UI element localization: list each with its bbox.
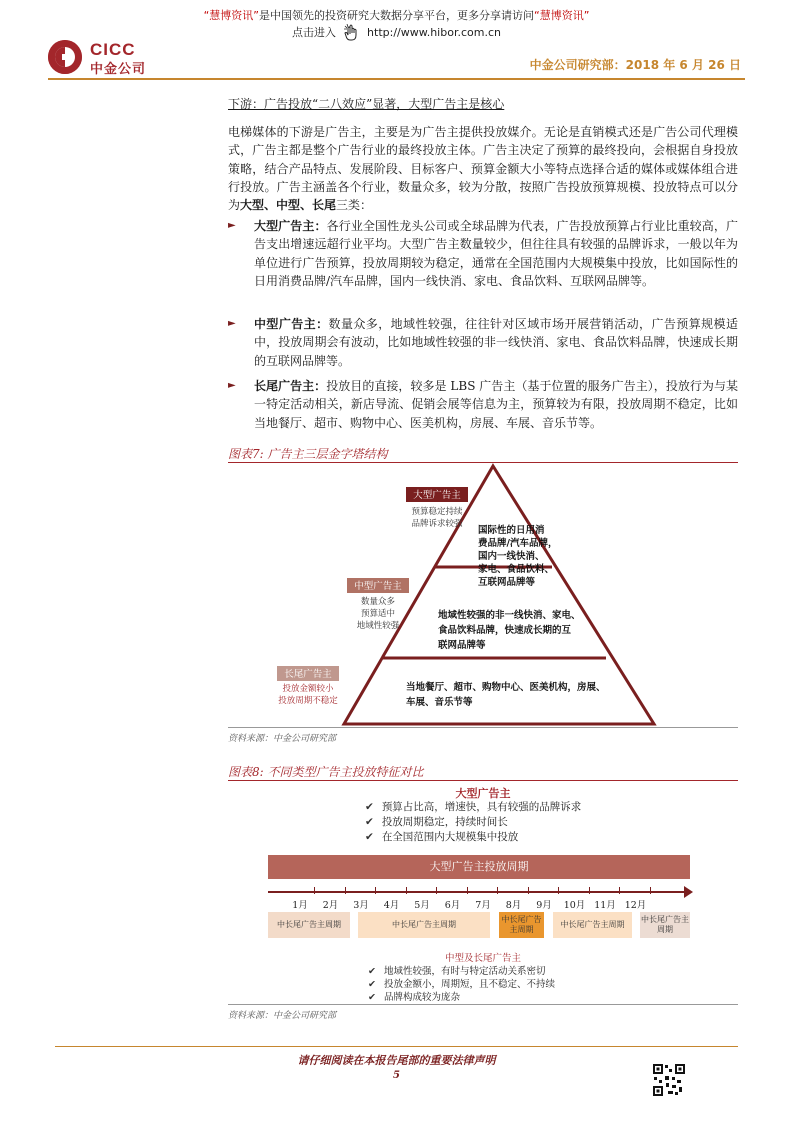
pyramid-top-content-3: 国内一线快消、: [478, 551, 545, 562]
page-number: 5: [393, 1070, 400, 1081]
axis-tick: [528, 887, 529, 894]
bullet-arrow-icon: ►: [228, 220, 236, 231]
banner-brand-2[interactable]: “慧博资讯”: [534, 9, 590, 22]
figure8-top-rule: [228, 780, 738, 781]
month-label: 5月: [414, 900, 430, 911]
axis-tick: [650, 887, 651, 894]
cicc-coin-icon: [48, 40, 82, 74]
pyramid-top-label: 大型广告主: [413, 490, 461, 501]
axis-tick: [619, 887, 620, 894]
axis-tick: [589, 887, 590, 894]
axis-tick: [497, 887, 498, 894]
mid-advertiser-points: [368, 965, 555, 1004]
cicc-logo-chinese: 中金公司: [90, 62, 147, 77]
large-point-1: ✔ 预算占比高，增速快，具有较强的品牌诉求: [365, 801, 582, 813]
month-label: 8月: [505, 900, 522, 911]
pyramid-mid-desc3: 地域性较强: [356, 621, 400, 631]
large-advertiser-heading: 大型广告主: [455, 787, 511, 800]
pyramid-top-content-2: 费品牌/汽车品牌，: [478, 538, 558, 549]
pyramid-bottom-content-2: 车展、音乐节等: [406, 697, 473, 708]
intro-bold: 大型、中型、长尾: [240, 198, 337, 213]
mid-point-1: ✔ 地域性较强，有时与特定活动关系密切: [368, 966, 546, 977]
axis-tick: [345, 887, 346, 894]
pyramid-top-desc1: 预算稳定持续: [411, 507, 463, 517]
axis-tick: [406, 887, 407, 894]
large-point-2: ✔ 投放周期稳定，持续时间长: [365, 816, 508, 828]
figure8-source: 资料来源：中金公司研究部: [228, 1011, 337, 1021]
pyramid-top-desc2: 品牌诉求较强: [411, 519, 463, 529]
axis-tick: [467, 887, 468, 894]
axis-arrow-icon: [684, 886, 693, 898]
click-enter-text: 点击进入: [292, 26, 337, 39]
period-segment: 中长尾广告主周期: [268, 912, 350, 938]
pyramid-mid-label: 中型广告主: [354, 581, 402, 592]
large-point-3: ✔ 在全国范围内大规模集中投放: [365, 831, 519, 843]
section-title: 下游：广告投放“二八效应”显著，大型广告主是核心: [228, 97, 505, 111]
pointer-hand-icon: [344, 24, 360, 42]
pyramid-bottom-label: 长尾广告主: [284, 669, 332, 680]
check-icon: ✔: [368, 992, 376, 1003]
bullet-large-advertiser: ► 大型广告主：各行业全国性龙头公司或全球品牌为代表，广告投放预算占行业比重较高，广告支出增速远超行业平均。大型广告主数量较少，但往往具有较强的品牌诉求，一般以年为单位进行广告预算，投放周期较为稳定，通常在全国范围内大规模集中投放，比如国际性的日用消费品牌/汽车品牌，国内一线快消、家电、食品饮料、互联网品牌等。: [228, 219, 738, 288]
banner-text: 是中国领先的投资研究大数据分享平台，更多分享请访问: [259, 9, 534, 22]
month-label: 3月: [353, 900, 369, 911]
footer-divider: [55, 1046, 738, 1047]
large-advertiser-points: [365, 800, 581, 845]
check-icon: ✔: [365, 816, 374, 828]
mid-point-2: ✔ 投放金额小，周期短，且不稳定、不持续: [368, 979, 555, 990]
pyramid-top-content-5: 互联网品牌等: [478, 577, 536, 588]
pyramid-bottom-content-1: 当地餐厅、超市、购物中心、医美机构，房展、: [406, 682, 606, 693]
check-icon: ✔: [368, 966, 376, 977]
bullet-longtail-advertiser: ► 长尾广告主：投放目的直接，较多是 LBS 广告主（基于位置的服务广告主），投放行为与某一特定活动相关，新店导流、促销会展等信息为主，预算较为有限，投放周期不稳定，比如当地餐厅、超市、购物中心、医美机构，房展、车展、音乐节等。: [228, 379, 738, 430]
month-label: 10月: [563, 900, 586, 911]
bullet-arrow-icon: ►: [228, 380, 236, 391]
figure7-source: 资料来源：中金公司研究部: [228, 734, 337, 744]
cicc-logo-mark: [48, 40, 82, 74]
banner-brand-1[interactable]: “慧博资讯”: [203, 9, 259, 22]
period-segment: 中长尾广告主周期: [553, 912, 632, 938]
figure8-caption: 图表8: 不同类型广告主投放特征对比: [228, 765, 424, 779]
check-icon: ✔: [368, 979, 376, 990]
cicc-logo-text: CICC: [90, 40, 136, 59]
pyramid-mid-desc2: 预算适中: [360, 609, 396, 619]
pyramid-bottom-desc2: 投放周期不稳定: [278, 696, 338, 706]
figure7-caption: 图表7: 广告主三层金字塔结构: [228, 447, 388, 461]
qr-code-icon: [652, 1063, 686, 1097]
period-segment: 中长尾广告主周期: [358, 912, 490, 938]
month-label: 6月: [444, 900, 461, 911]
pyramid-mid-content-2: 食品饮料品牌，快速成长期的互: [438, 625, 572, 636]
intro-paragraph: 电梯媒体的下游是广告主，主要是为广告主提供投放媒介。无论是直销模式还是广告公司代理模式，广告主都是整个广告行业的最终投放主体。广告主决定了预算的最终投向，会根据自身投放策略，结合产品特点、发展阶段、目标客户、预算金额大小等特点选择合适的媒体或媒体组合进行投放。广告主涵盖各个行业，数量众多，较为分散，按照广告投放预算规模、投放特点可以分为大型、中型、长尾三类：: [228, 125, 738, 213]
large-period-bar: 大型广告主投放周期: [268, 855, 690, 879]
figure7-bottom-rule: [228, 727, 738, 728]
pyramid-bottom-desc1: 投放金额较小: [282, 684, 334, 694]
header-divider: [48, 78, 745, 80]
month-label: 12月: [624, 900, 647, 911]
month-label: 11月: [594, 900, 616, 911]
pyramid-chart: [228, 462, 738, 730]
check-icon: ✔: [365, 831, 374, 843]
axis-tick: [375, 887, 376, 894]
axis-tick: [314, 887, 315, 894]
dept-date: 中金公司研究部：2018 年 6 月 26 日: [529, 58, 741, 72]
mid-point-3: ✔ 品牌构成较为庞杂: [368, 992, 460, 1003]
legal-notice[interactable]: 请仔细阅读在本报告尾部的重要法律声明: [297, 1054, 496, 1067]
mid-advertiser-heading: 中型及长尾广告主: [444, 953, 521, 964]
month-label: 1月: [292, 900, 308, 911]
bullet-arrow-icon: ►: [228, 318, 236, 329]
pyramid-top-content-4: 家电、食品饮料、: [478, 564, 555, 575]
axis-tick: [558, 887, 559, 894]
month-label: 2月: [322, 900, 339, 911]
bullet-mid-advertiser: ► 中型广告主：数量众多，地域性较强，往往针对区域市场开展营销活动，广告预算规模适中，投放周期会有波动，比如地域性较强的非一线快消、家电、食品饮料品牌，快速成长期的互联网品牌等。: [228, 317, 738, 368]
month-label: 7月: [475, 900, 491, 911]
month-label: 4月: [383, 900, 400, 911]
hibor-url-link[interactable]: http://www.hibor.com.cn: [367, 26, 501, 39]
pyramid-mid-content-1: 地域性较强的非一线快消、家电、: [438, 610, 581, 621]
check-icon: ✔: [365, 801, 374, 813]
top-banner: [0, 7, 793, 23]
pyramid-mid-content-3: 联网品牌等: [438, 640, 486, 651]
pyramid-top-content-1: 国际性的日用消: [478, 525, 545, 536]
period-segment: 中长尾广告主周期: [640, 912, 690, 938]
period-segment: 中长尾广告主周期: [499, 912, 544, 938]
pyramid-mid-desc1: 数量众多: [360, 597, 396, 607]
timeline-axis: [268, 891, 686, 893]
figure8-bottom-rule: [228, 1004, 738, 1005]
axis-tick: [436, 887, 437, 894]
month-label: 9月: [536, 900, 552, 911]
